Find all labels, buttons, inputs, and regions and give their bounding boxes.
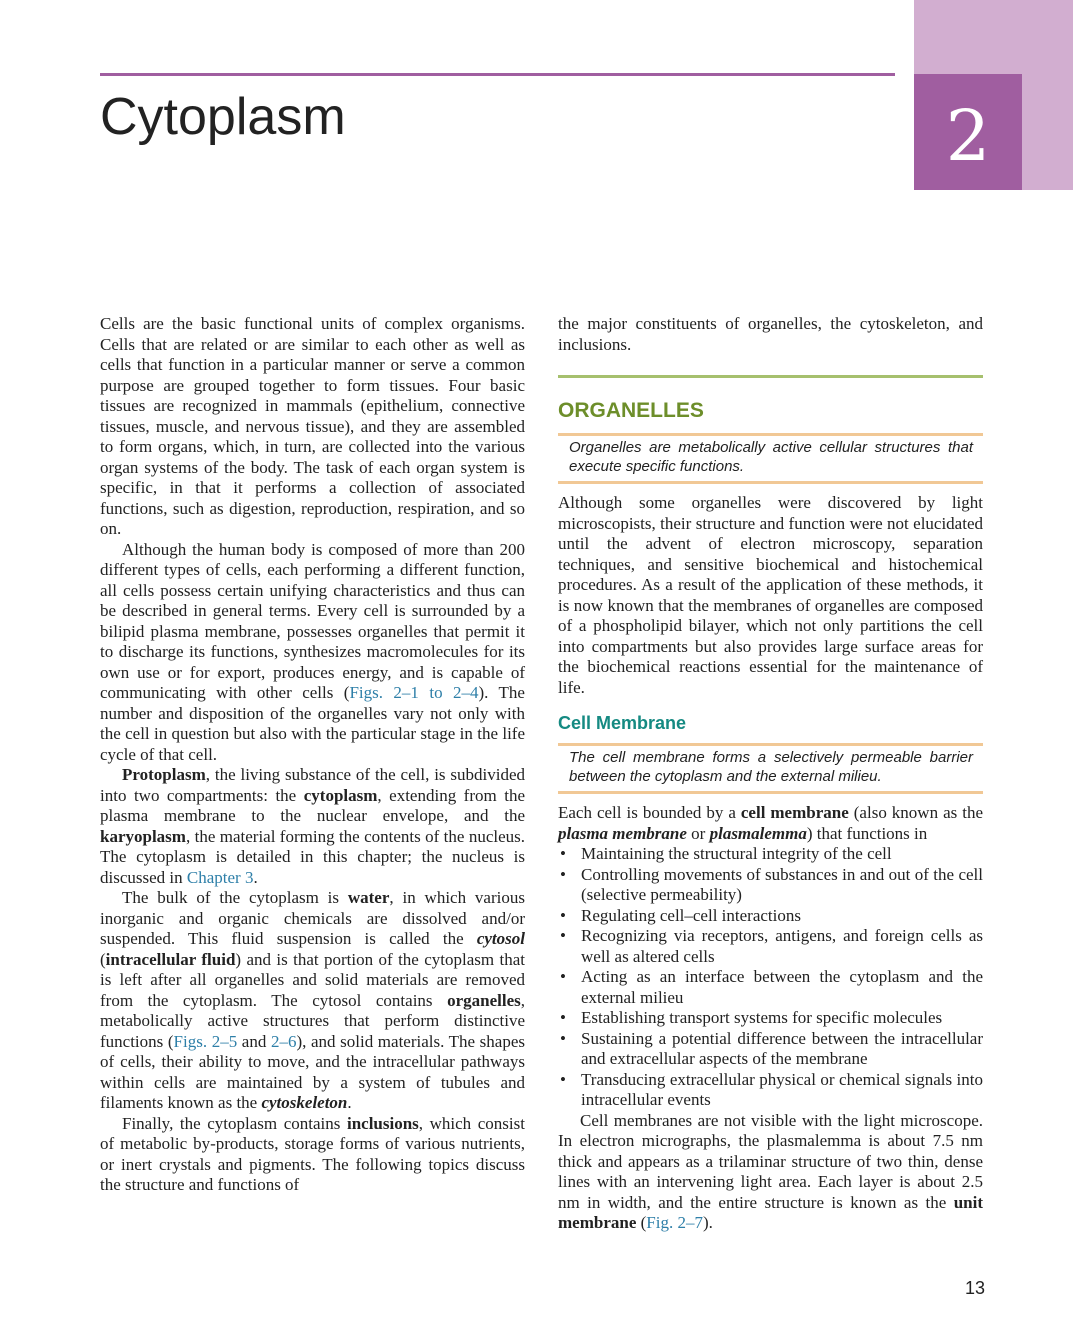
organelles-summary-box: Organelles are metabolically active cellular structures that execute specific functions. bbox=[558, 433, 983, 484]
inclusions-paragraph bbox=[100, 1114, 525, 1196]
list-item: • Maintaining the structural integrity of the cell bbox=[558, 844, 983, 865]
term-protoplasm: Protoplasm bbox=[122, 765, 206, 784]
term-inclusions: inclusions bbox=[346, 1113, 419, 1133]
list-item: • Transducing extracellular physical or chemical signals into intracellular events bbox=[558, 1070, 983, 1111]
page-number: 13 bbox=[964, 1278, 985, 1298]
protoplasm-paragraph bbox=[100, 765, 525, 888]
cells-paragraph bbox=[100, 540, 525, 766]
list-item: • Acting as an interface between the cytoplasm and the external milieu bbox=[558, 967, 983, 1008]
membrane-functions-list bbox=[558, 844, 983, 1111]
term-organelles: organelles bbox=[447, 990, 521, 1010]
term-water: water bbox=[347, 888, 390, 907]
list-item: • Regulating cell–cell interactions bbox=[558, 906, 983, 927]
text-run: . bbox=[253, 867, 258, 887]
list-item: • Controlling movements of substances in and out of the cell (selective permeability) bbox=[558, 865, 983, 906]
text-run: ). bbox=[702, 1213, 713, 1232]
term-plasmalemma: plasmalemma bbox=[709, 823, 807, 843]
cell-membrane-intro bbox=[558, 803, 983, 844]
spacer bbox=[558, 734, 983, 743]
figure-link[interactable]: Figs. 2–5 bbox=[173, 1031, 238, 1051]
list-item: • Recognizing via receptors, antigens, and foreign cells as well as altered cells bbox=[558, 926, 983, 967]
term-cytoplasm: cytoplasm bbox=[303, 785, 378, 805]
right-column bbox=[558, 314, 983, 1234]
term-plasma-membrane: plasma membrane bbox=[558, 823, 687, 843]
text-run: , which consist of metabolic by-products, storage forms of various nutrients, or inert crystals and pigments. The following topics discuss the structure and functions of bbox=[100, 1113, 525, 1194]
chapter-link[interactable]: Chapter 3 bbox=[186, 867, 254, 887]
text-run: The bulk of the cytoplasm is bbox=[122, 888, 348, 907]
text-run: ) and is that portion of the cytoplasm that is left after all organelles and solid materials are removed from the cytoplasm. The cytosol contains bbox=[100, 949, 525, 1010]
figure-link[interactable]: Fig. 2–7 bbox=[646, 1213, 703, 1232]
text-run: , the living substance of the cell, is subdivided into two compartments: the bbox=[100, 765, 525, 805]
text-run: , the material forming the contents of the nucleus. The cytoplasm is detailed in this chapter; the nucleus is discussed in bbox=[100, 826, 525, 887]
text-run: ). The number and disposition of the organelles vary not only with the cell in question but also with the particular stage in the life cycle of that cell. bbox=[100, 683, 525, 764]
term-cell-membrane: cell membrane bbox=[740, 803, 849, 822]
text-run: ( bbox=[636, 1213, 647, 1232]
text-run: or bbox=[686, 823, 710, 843]
list-item: • Establishing transport systems for specific molecules bbox=[558, 1008, 983, 1029]
spacer bbox=[558, 423, 983, 433]
text-run: Cell membranes are not visible with the light microscope. In electron micrographs, the plasmalemma is about 7.5 nm thick and appears as a trilaminar structure of two thin, dense lines with an intervening light area. Each layer is about 2.5 nm in width, and the entire structure is known as the bbox=[558, 1110, 983, 1212]
chapter-number: 2 bbox=[945, 95, 991, 177]
text-run: Finally, the cytoplasm contains bbox=[122, 1113, 347, 1133]
text-run: (also known as the bbox=[848, 803, 983, 822]
term-cytoskeleton: cytoskeleton bbox=[261, 1093, 348, 1112]
term-karyoplasm: karyoplasm bbox=[100, 826, 186, 846]
text-run: , in which various inorganic and organic chemicals are dissolved and/or suspended. This fluid suspension is called the bbox=[100, 888, 525, 948]
intro-paragraph: Cells are the basic functional units of complex organisms. Cells that are related or are similar to each other as well as cells that function in a particular manner or serve a common purpose are grouped together to form tissues. Four basic tissues are recognized in mammals (epithelium, connective tissues, muscle, and nervous tissue), and they are assembled to form organs, which, in turn, are collected into the various organ systems of the body. The task of each organ system is specific, in that it performs a collection of associated functions, such as digestion, reproduction, respiration, and so on. bbox=[100, 314, 525, 538]
title-rule bbox=[100, 73, 895, 76]
term-unit-membrane: unit membrane bbox=[558, 1192, 983, 1232]
spacer bbox=[558, 484, 983, 493]
cytosol-paragraph bbox=[100, 888, 525, 1114]
text-run: , extending from the plasma membrane to the nuclear envelope, and the bbox=[100, 785, 525, 825]
term-intracellular-fluid: intracellular fluid bbox=[105, 949, 236, 969]
chapter-title: Cytoplasm bbox=[100, 88, 346, 146]
text-run: ( bbox=[100, 949, 106, 969]
text-run: ), and solid materials. The shapes of cells, their ability to move, and the intracellular pathways within cells are maintained by a system of tubules and filaments known as the bbox=[100, 1031, 526, 1112]
left-column bbox=[100, 314, 525, 1196]
cell-membrane-summary-box: The cell membrane forms a selectively permeable barrier between the cytoplasm and the external milieu. bbox=[558, 743, 983, 794]
figure-link[interactable]: Figs. 2–1 to 2–4 bbox=[349, 683, 479, 702]
unit-membrane-paragraph bbox=[558, 1111, 983, 1234]
figure-link[interactable]: 2–6 bbox=[270, 1031, 297, 1051]
continued-paragraph: the major constituents of organelles, the cytoskeleton, and inclusions. bbox=[558, 314, 983, 354]
term-cytosol: cytosol bbox=[476, 929, 525, 948]
organelles-heading: ORGANELLES bbox=[558, 375, 983, 423]
text-run: . bbox=[347, 1093, 352, 1112]
list-item: • Sustaining a potential difference between the intracellular and extracellular aspects of the membrane bbox=[558, 1029, 983, 1070]
text-run: ) that functions in bbox=[806, 823, 928, 843]
spacer bbox=[558, 794, 983, 803]
text-run: , metabolically active structures that perform distinctive functions ( bbox=[100, 990, 525, 1051]
organelles-paragraph: Although some organelles were discovered by light microscopists, their structure and function were not elucidated until the advent of electron microscopy, separation techniques, and sensitive biochemical and histochemical procedures. As a result of the application of these methods, it is now known that the membranes of organelles are composed of a phospholipid bilayer, which not only partitions the cell into compartments but also provides large surface areas for the biochemical reactions essential for the maintenance of life. bbox=[558, 493, 983, 697]
text-run: Although the human body is composed of more than 200 different types of cells, each performing a different function, all cells possess certain unifying characteristics and thus can be described in general terms. Every cell is surrounded by a bilipid plasma membrane, possesses organelles that permit it to discharge its functions, synthesizes macromolecules for its own use or for export, produces energy, and is capable of communicating with other cells ( bbox=[100, 539, 525, 702]
spacer bbox=[558, 698, 983, 712]
spacer bbox=[558, 355, 983, 375]
text-run: Each cell is bounded by a bbox=[558, 803, 741, 822]
text-run: and bbox=[237, 1031, 271, 1051]
cell-membrane-heading: Cell Membrane bbox=[558, 713, 687, 733]
